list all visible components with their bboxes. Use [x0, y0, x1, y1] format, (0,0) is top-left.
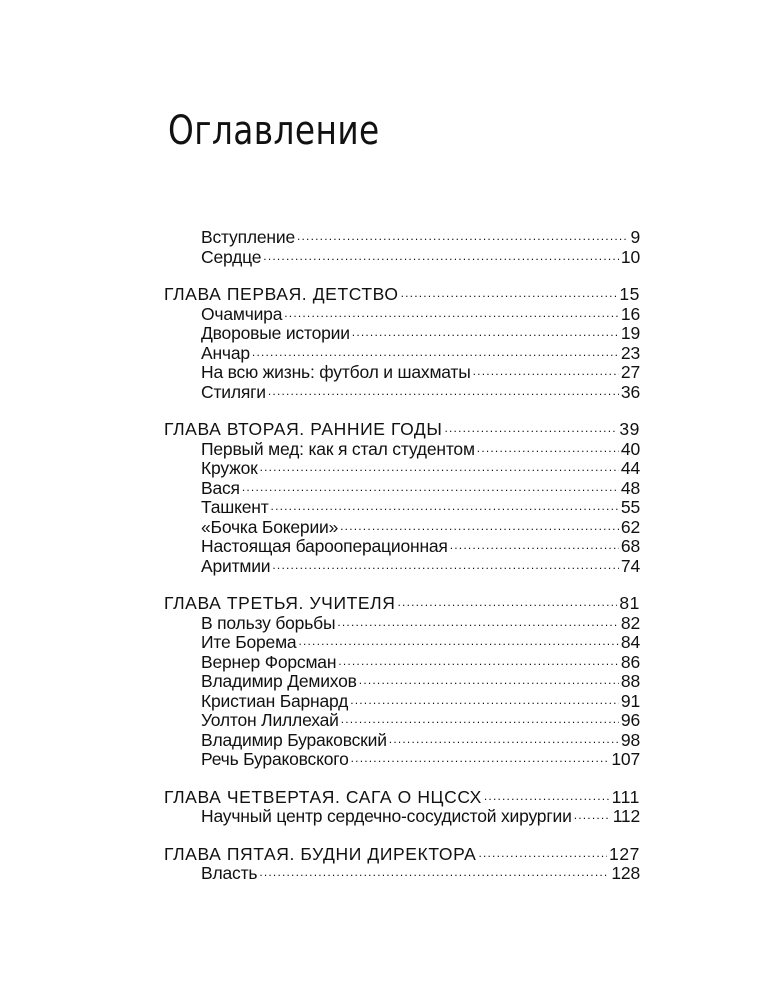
- toc-entry-page: 68: [620, 536, 640, 556]
- toc-entry-label: Речь Бураковского: [201, 749, 349, 769]
- toc-chapter-label: ГЛАВА ПЕРВАЯ. ДЕТСТВО: [164, 284, 399, 304]
- toc-dot-leader: [351, 749, 610, 769]
- toc-entry: [164, 518, 640, 538]
- toc-entry: [164, 440, 640, 460]
- toc-entry: [164, 363, 640, 383]
- toc-entry: [164, 344, 640, 364]
- toc-dot-leader: [242, 478, 619, 498]
- toc-entry: [164, 537, 640, 557]
- toc-dot-leader: [263, 247, 619, 267]
- toc-entry: [164, 614, 640, 634]
- toc-entry-page: 91: [620, 690, 640, 711]
- toc-dot-leader: [401, 284, 618, 304]
- toc-entry-label: Настоящая бароoперационная: [201, 536, 448, 556]
- toc-entry-label: Вступление: [201, 227, 295, 247]
- toc-chapter-heading: [164, 594, 640, 614]
- toc-dot-leader: [268, 382, 619, 402]
- toc-entry-page: 86: [620, 651, 640, 672]
- toc-entry-label: Дворовые истории: [201, 323, 350, 343]
- toc-dot-leader: [341, 710, 619, 730]
- toc-entry-label: Научный центр сердечно-сосудистой хирургии: [201, 806, 572, 826]
- toc-entry-page: 55: [620, 497, 640, 517]
- toc-dot-leader: [352, 323, 619, 343]
- toc-dot-leader: [389, 730, 619, 750]
- toc-dot-leader: [272, 556, 619, 576]
- toc-dot-leader: [398, 593, 618, 613]
- toc-chapter-section: [164, 420, 640, 576]
- toc-entry: [164, 633, 640, 653]
- toc-dot-leader: [478, 844, 607, 864]
- toc-entry-label: Кружок: [201, 458, 258, 478]
- toc-chapter-page: 15: [619, 284, 640, 304]
- toc-entry-page: 40: [620, 438, 640, 459]
- toc-dot-leader: [297, 227, 628, 247]
- toc-entry: [164, 807, 640, 827]
- toc-dot-leader: [340, 517, 619, 537]
- toc-entry: [164, 498, 640, 518]
- toc-entry: [164, 324, 640, 344]
- toc-chapter-heading: [164, 845, 640, 865]
- toc-dot-leader: [450, 536, 619, 556]
- toc-chapter-section: [164, 845, 640, 884]
- toc-entry-page: 23: [620, 342, 640, 363]
- toc-entry-page: 112: [612, 806, 640, 826]
- toc-entry-page: 84: [620, 632, 640, 652]
- toc-chapter-label: ГЛАВА ВТОРАЯ. РАННИЕ ГОДЫ: [164, 419, 443, 439]
- toc-entry: [164, 557, 640, 577]
- toc-dot-leader: [337, 613, 619, 633]
- toc-chapter-page: 81: [619, 593, 640, 613]
- toc-entry-label: Вася: [201, 477, 240, 498]
- toc-entry-page: 44: [620, 458, 640, 478]
- toc-dot-leader: [271, 497, 619, 517]
- toc-chapter-heading: [164, 788, 640, 808]
- toc-entry-page: 19: [620, 323, 640, 343]
- toc-chapter-heading: [164, 285, 640, 305]
- toc-entry-label: Анчар: [201, 342, 250, 363]
- toc-dot-leader: [260, 458, 619, 478]
- toc-chapter-section: [164, 788, 640, 827]
- toc-dot-leader: [298, 632, 618, 652]
- toc-entry-label: «Бочка Бокерии»: [201, 516, 339, 537]
- toc-dot-leader: [484, 787, 610, 807]
- toc-chapter-heading: [164, 420, 640, 440]
- toc-entry-label: Кристиан Барнард: [201, 690, 349, 711]
- toc-entry-page: 27: [620, 362, 640, 382]
- toc-entry-label: Ташкент: [201, 497, 269, 517]
- toc-entry: [164, 383, 640, 403]
- toc-dot-leader: [252, 343, 619, 363]
- toc-entry-page: 62: [620, 516, 640, 537]
- toc-entry-page: 48: [620, 477, 640, 498]
- toc-entry-label: Аритмии: [201, 555, 271, 576]
- toc-dot-leader: [259, 863, 609, 883]
- toc-entry-label: Власть: [201, 863, 258, 883]
- toc-entry-label: Стиляги: [201, 381, 266, 402]
- toc-entry-page: 16: [620, 303, 640, 324]
- toc-chapter-page: 39: [619, 419, 640, 439]
- toc-entry-page: 10: [620, 246, 640, 267]
- toc-dot-leader: [444, 419, 617, 439]
- toc-entry-label: Владимир Бураковский: [201, 729, 387, 750]
- toc-entry-page: 36: [620, 381, 640, 402]
- toc-entry-label: Уолтон Лиллехай: [201, 710, 339, 730]
- toc-entry-label: Сердце: [201, 246, 262, 267]
- toc-entry-page: 88: [620, 671, 640, 691]
- toc-entry: [164, 711, 640, 731]
- toc-dot-leader: [477, 439, 619, 459]
- toc-chapter-label: ГЛАВА ЧЕТВЕРТАЯ. САГА О НЦССХ: [164, 786, 482, 807]
- toc-intro-section: [164, 228, 640, 267]
- toc-dot-leader: [574, 806, 611, 826]
- toc-entry-page: 128: [611, 863, 640, 883]
- toc-entry-label: Ите Борема: [201, 632, 297, 652]
- toc-chapter-label: ГЛАВА ТРЕТЬЯ. УЧИТЕЛЯ: [164, 593, 396, 613]
- table-of-contents: [164, 228, 640, 902]
- toc-chapter-section: [164, 285, 640, 402]
- toc-entry: [164, 653, 640, 673]
- toc-chapter-page: 127: [609, 843, 640, 864]
- toc-dot-leader: [473, 362, 619, 382]
- toc-chapter-section: [164, 594, 640, 770]
- toc-entry: [164, 479, 640, 499]
- toc-entry-label: Очамчира: [201, 303, 283, 324]
- toc-entry: [164, 459, 640, 479]
- toc-entry: [164, 248, 640, 268]
- toc-entry: [164, 731, 640, 751]
- toc-entry-label: В пользу борьбы: [201, 612, 336, 633]
- toc-entry-label: Вернер Форсман: [201, 651, 337, 672]
- toc-entry: [164, 750, 640, 770]
- toc-chapter-label: ГЛАВА ПЯТАЯ. БУДНИ ДИРЕКТОРА: [164, 843, 477, 864]
- toc-entry-label: Первый мед: как я стал студентом: [201, 438, 475, 459]
- toc-dot-leader: [359, 671, 619, 691]
- toc-entry: [164, 228, 640, 248]
- toc-entry-page: 9: [630, 227, 640, 247]
- toc-dot-leader: [338, 652, 619, 672]
- toc-entry-page: 82: [620, 612, 640, 633]
- toc-entry: [164, 305, 640, 325]
- toc-entry: [164, 864, 640, 884]
- toc-dot-leader: [284, 304, 619, 324]
- toc-entry-page: 74: [620, 555, 640, 576]
- toc-entry: [164, 672, 640, 692]
- page-title: Оглавление: [168, 108, 380, 154]
- toc-entry: [164, 692, 640, 712]
- toc-entry-page: 98: [620, 729, 640, 750]
- toc-dot-leader: [350, 691, 619, 711]
- toc-entry-page: 107: [611, 749, 640, 769]
- toc-chapter-page: 111: [611, 786, 640, 807]
- toc-entry-page: 96: [620, 710, 640, 730]
- toc-entry-label: Владимир Демихов: [201, 671, 357, 691]
- toc-entry-label: На всю жизнь: футбол и шахматы: [201, 362, 471, 382]
